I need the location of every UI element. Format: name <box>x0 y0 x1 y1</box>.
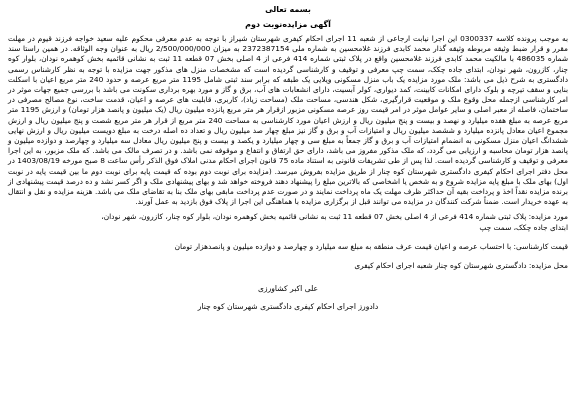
auction-subject-line-1: مورد مزایده: پلاک ثبتی شماره 414 فرعی از 4 اصلی بخش 07 قطعه 11 ثبت به نشانی قائمیه بخش کوهمره نودان، بلوار کوه چنار، کازرون، شهر نودان، <box>101 212 568 222</box>
auction-subject-block <box>8 212 568 232</box>
signatory-office: دادورز اجرای احکام کیفری دادگستری شهرستان کوه چنار <box>197 302 379 312</box>
signatory-name: علی اکبر کشاورزی <box>257 284 319 294</box>
notice-body-paragraph: به موجب پرونده کلاسه 0300337 این اجرا نیابت ارجاعی از شعبه 11 اجرای احکام کیفری شهرستان شیراز با توجه به عدم معرفی محکوم علیه سعید خواجه فرزند قیوم در مهلت مقرر و قرار ضبط وثیقه مربوطه وثیقه گذار محمد کابدی فرزند غلامحسین به شماره ملی 2372387154 به میزان 2/500/000/000 ریال به عنوان وجه الوثاقه. در همین راستا سند شماره 486035 با مالکیت محمد کابدی فرزند غلامحسین واقع در پلاک ثبتی شماره 414 فرعی از 4 اصلی بخش 07 قطعه 11 ثبت به نشانی قائمیه بخش کوهمره نودان، بلوار کوه چنار، کازرون، شهر نودان، ابتدای جاده چکک، سمت چپ معرفی و توقیف و کارشناسی گردیده است که مشخصات منزل های مذکور جهت مزایده با توجه به نظر کارشناس رسمی دادگستری به شرح ذیل می باشد: ملک مورد مزایده یک باب منزل مسکونی ویلایی یک طبقه که برابر سند ثبتی شامل 1195 متر مربع عرصه و حدود 240 متر مربع اعیان با اسکلت بنایی و سقف تیرچه و بلوک دارای امکانات کابینت، کمد دیواری، کولر آبسیت، دارای انشعابات های آب، برق و گاز و مورد بهره برداری سکونت می باشد با بررسی جمیع جهات موثر در امر کارشناسی ازجمله محل وقوع ملک و موقعیت قرارگیری، شکل هندسی، مساحت ملک (مساحت زیاد)، کاربری، قابلیت های عرصه و اعیان، قدمت ساخت، نوع مصالح مصرفی در ساختمان، فاصله از معبر اصلی و سایر عوامل موثر در امر قیمت روز عرصه مسکونی مزبور ازقرار هر متر مربع پانزده میلیون ریال (یک میلیون و پانصد هزار تومان) و ارزش 1195 متر مربع عرصه به مبلغ هفده میلیارد و نهصد و بیست و پنج میلیون ریال و ارزش اعیان مورد کارشناسی به مساحت 240 متر مربع از قرار هر متر مربع شصت و پنج میلیون ریال و ارزش مجموع اعیان معادل پانزده میلیارد و ششصد میلیون ریال و امتیازات آب و برق و گاز نیز مبلغ چهار صد میلیون ریال و تعداد ده اصله درخت به مبلغ دویست میلیون ریال و ارزش نهایی ششدانگ اعیان منزل مسکونی به انضمام امتیازات آب و برق و گاز جمعاً به مبلغ سی و چهار میلیارد و یکصد و بیست و پنج میلیون ریال معادل سه میلیارد و چهارصد و دوازده میلیون و پانصد هزار تومان محاسبه و ارزیابی می گردد، که ملک مذکور مفروز می باشد، دارای حق ارتفاق و انتفاع و موقوفه نمی باشد. و در تصرف مالک می باشد. که ملک مزبور، به این اجرا معرفی و توقیف و کارشناسی گردیده است. لذا پس از طی تشریفات قانونی به استناد ماده 75 قانون اجرای احکام مدنی املاک فوق الذکر رأس ساعت 8 صبح مورخه 1403/08/19 در محل دفتر اجرای احکام کیفری دادگستری شهرستان کوه چنار از طریق مزایده بفروش میرسد. (مزایده برای نوبت دوم بوده که قیمت پایه برای نوبت دوم ما بین قیمت پایه در نوبت اول) بهای ملک با مبلغ پایه مزایده شروع و به شخص یا اشخاصی که بالاترین مبلغ را پیشنهاد دهند فروخته خواهد شد و بهای پیشنهادی ملک و اگر کسر نشد و ده درصد قیمت پیشنهادی از برنده مزایده نقداً اخذ و پرداخت بقیه آن حداکثر ظرف مهلت یک ماه پرداخت نمایند و در صورت عدم پرداخت مابقی بهای ملک بنا به تقاضای ملک می باشد. هزینه مزایده و نقل و انتقال به عهده خریدار است. ضمناً شرکت کنندگان در مزایده می توانند قبل از برگزاری مزایده با هماهنگی این اجرا از پلاک فوق بازدید به عمل آورند. <box>8 34 569 207</box>
notice-subtitle: آگهی مزایده‌نوبت دوم <box>245 20 331 29</box>
expert-valuation-line: قیمت کارشناسی: با احتساب عرصه و اعیان قیمت عرف منطقه به مبلغ سه میلیارد و چهارصد و دوازده میلیون و پانصدهزار تومان <box>174 241 568 251</box>
auction-venue-line: محل مزایده: دادگستری شهرستان کوه چنار شعبه اجرای احکام کیفری <box>354 261 568 271</box>
auction-subject-line-2: ابتدای جاده چکک، سمت چپ <box>479 222 568 232</box>
notice-title: بسمه تعالی <box>265 5 311 14</box>
